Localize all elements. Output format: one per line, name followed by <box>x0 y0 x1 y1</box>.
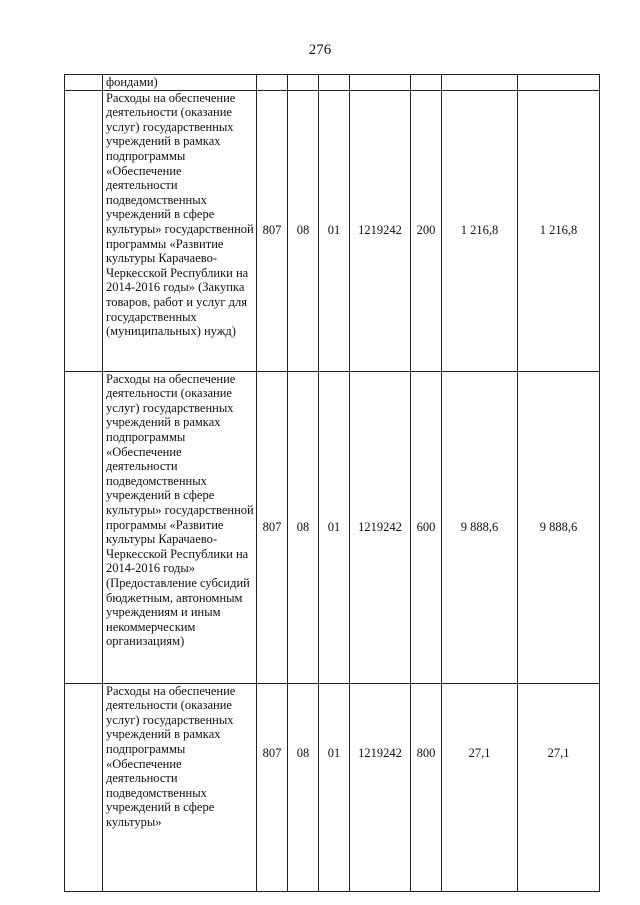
subsection-cell: 01 <box>319 90 350 371</box>
target-cell: 1219242 <box>350 683 411 891</box>
target-cell: 1219242 <box>350 371 411 683</box>
ministry-cell <box>257 75 288 91</box>
ministry-cell: 807 <box>257 683 288 891</box>
amount-cell-1: 1 216,8 <box>442 90 518 371</box>
description-cell: фондами) <box>103 75 257 91</box>
description-cell: Расходы на обеспечение деятельности (оказание услуг) государственных учреждений в рамках подпрограммы «Обеспечение деятельности подведомственных учреждений в сфере культуры» государственной программы «Развитие культуры Карачаево-Черкесской Республики на 2014-2016 годы» (Предоставление субсидий бюджетным, автономным учреждениям и иным некоммерческим организациям) <box>103 371 257 683</box>
amount-cell-2: 27,1 <box>518 683 600 891</box>
row-number-cell <box>65 75 103 91</box>
section-cell: 08 <box>288 371 319 683</box>
subsection-cell: 01 <box>319 371 350 683</box>
expense-type-cell: 800 <box>411 683 442 891</box>
amount-cell-2: 9 888,6 <box>518 371 600 683</box>
table-row <box>65 90 600 371</box>
subsection-cell: 01 <box>319 683 350 891</box>
section-cell <box>288 75 319 91</box>
table-row-continued <box>65 75 600 91</box>
expense-type-cell: 600 <box>411 371 442 683</box>
amount-cell-1 <box>442 75 518 91</box>
ministry-cell: 807 <box>257 90 288 371</box>
amount-cell-1: 9 888,6 <box>442 371 518 683</box>
amount-cell-2: 1 216,8 <box>518 90 600 371</box>
budget-table <box>64 74 600 892</box>
subsection-cell <box>319 75 350 91</box>
section-cell: 08 <box>288 683 319 891</box>
amount-cell-2 <box>518 75 600 91</box>
section-cell: 08 <box>288 90 319 371</box>
amount-cell-1: 27,1 <box>442 683 518 891</box>
row-number-cell <box>65 371 103 683</box>
table-row <box>65 683 600 891</box>
target-cell: 1219242 <box>350 90 411 371</box>
row-number-cell <box>65 90 103 371</box>
table-row <box>65 371 600 683</box>
expense-type-cell <box>411 75 442 91</box>
description-cell: Расходы на обеспечение деятельности (оказание услуг) государственных учреждений в рамках подпрограммы «Обеспечение деятельности подведомственных учреждений в сфере культуры» государственной программы «Развитие культуры Карачаево-Черкесской Республики на 2014-2016 годы» (Закупка товаров, работ и услуг для государственных (муниципальных) нужд) <box>103 90 257 371</box>
row-number-cell <box>65 683 103 891</box>
ministry-cell: 807 <box>257 371 288 683</box>
description-cell: Расходы на обеспечение деятельности (оказание услуг) государственных учреждений в рамках подпрограммы «Обеспечение деятельности подведомственных учреждений в сфере культуры» <box>103 683 257 891</box>
page-number: 276 <box>308 42 332 58</box>
expense-type-cell: 200 <box>411 90 442 371</box>
target-cell <box>350 75 411 91</box>
